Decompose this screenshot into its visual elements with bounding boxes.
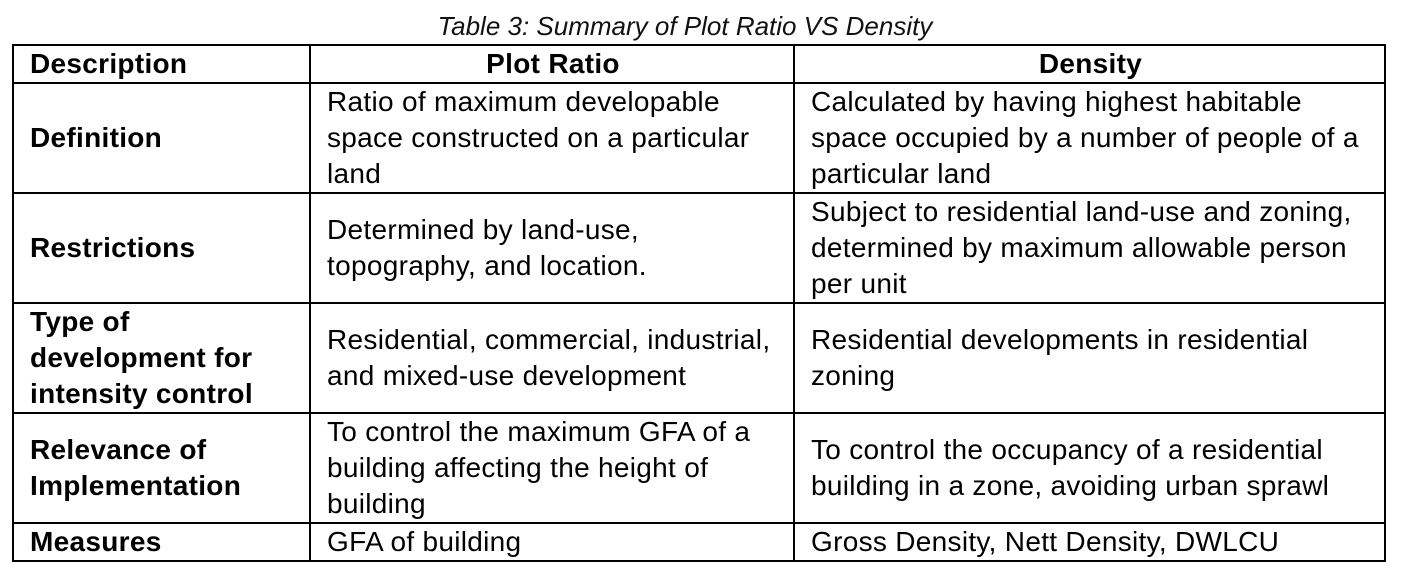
table-row [13,303,1385,413]
table-row [13,523,1385,561]
table-header-row [13,45,1385,83]
table-caption: Table 3: Summary of Plot Ratio VS Density [437,11,933,41]
cell-plot-ratio-definition: Ratio of maximum developable space constructed on a particular land [310,83,794,193]
table-row [13,83,1385,193]
cell-plot-ratio-type: Residential, commercial, industrial, and mixed-use development [310,303,794,413]
cell-density-definition: Calculated by having highest habitable space occupied by a number of people of a particular land [794,83,1385,193]
header-description: Description [13,45,310,83]
row-label-definition: Definition [13,83,310,193]
cell-density-measures: Gross Density, Nett Density, DWLCU [794,523,1385,561]
cell-density-relevance: To control the occupancy of a residential building in a zone, avoiding urban sprawl [794,413,1385,523]
row-label-relevance: Relevance of Implementation [13,413,310,523]
table-row [13,193,1385,303]
table-row [13,413,1385,523]
header-density: Density [794,45,1385,83]
cell-density-restrictions: Subject to residential land-use and zoning, determined by maximum allowable person per unit [794,193,1385,303]
header-plot-ratio: Plot Ratio [310,45,794,83]
row-label-measures: Measures [13,523,310,561]
summary-table [12,44,1386,562]
cell-plot-ratio-measures: GFA of building [310,523,794,561]
row-label-restrictions: Restrictions [13,193,310,303]
cell-plot-ratio-restrictions: Determined by land-use, topography, and location. [310,193,794,303]
cell-density-type: Residential developments in residential zoning [794,303,1385,413]
cell-plot-ratio-relevance: To control the maximum GFA of a building affecting the height of building [310,413,794,523]
row-label-type-of-development: Type of development for intensity control [13,303,310,413]
